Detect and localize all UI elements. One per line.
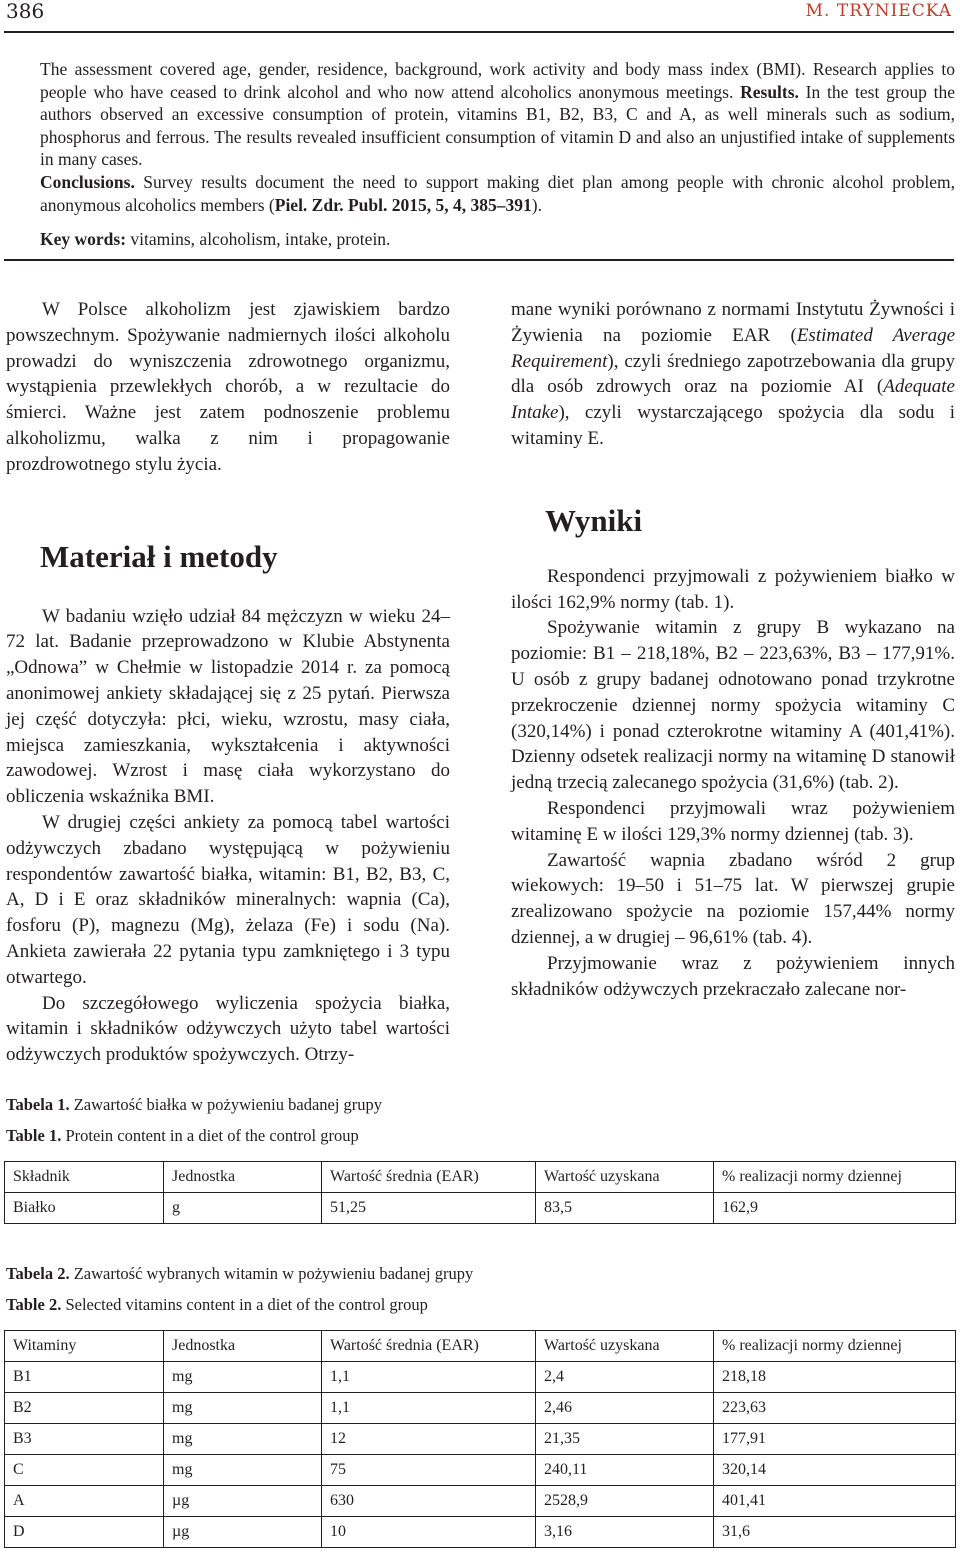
table-cell: B3 xyxy=(5,1424,164,1455)
running-author: M. TRYNIECKA xyxy=(805,1,952,21)
norms-text-a: mane wyniki porównano z normami Instytutu Żywności i Żywienia na poziomie EAR ( xyxy=(511,299,955,346)
caption-label: Tabela 2. xyxy=(6,1264,70,1283)
table-row xyxy=(5,1486,956,1517)
table-header-cell: Jednostka xyxy=(164,1162,322,1193)
table-cell: 177,91 xyxy=(714,1424,956,1455)
table-cell: mg xyxy=(164,1455,322,1486)
table-cell: D xyxy=(5,1517,164,1548)
table-header-cell: Składnik xyxy=(5,1162,164,1193)
caption-text: Zawartość białka w pożywieniu badanej grupy xyxy=(69,1095,383,1114)
table-row xyxy=(5,1193,956,1224)
right-column xyxy=(511,297,955,1002)
table1-caption-en xyxy=(6,1126,359,1146)
table-cell: mg xyxy=(164,1424,322,1455)
left-column xyxy=(6,297,450,1068)
table-header-row xyxy=(5,1162,956,1193)
table-cell: µg xyxy=(164,1486,322,1517)
keywords-label: Key words: xyxy=(40,229,127,250)
results-paragraph-1: Respondenci przyjmowali z pożywieniem białko w ilości 162,9% normy (tab. 1). xyxy=(511,565,955,613)
table-header-cell: % realizacji normy dziennej xyxy=(714,1162,956,1193)
table-cell: 1,1 xyxy=(322,1393,536,1424)
table-cell: 162,9 xyxy=(714,1193,956,1224)
abstract-paragraph xyxy=(40,58,955,216)
keywords xyxy=(40,228,955,251)
table-row xyxy=(5,1455,956,1486)
abstract-intro: The assessment covered age, gender, residence, background, work activity and body mass index (BMI). Research applies to people who have ceased to drink alcohol and who now attend alcoholics anonymous meetings. xyxy=(40,59,955,102)
table-header-cell: Witaminy xyxy=(5,1331,164,1362)
citation: Piel. Zdr. Publ. 2015, 5, 4, 385–391 xyxy=(274,194,532,215)
table-cell: A xyxy=(5,1486,164,1517)
table-cell: mg xyxy=(164,1393,322,1424)
keywords-text: vitamins, alcoholism, intake, protein. xyxy=(126,229,391,250)
methods-paragraph-1: W badaniu wzięło udział 84 mężczyzn w wieku 24–72 lat. Badanie przeprowadzono w Klubie Abstynenta „Odnowa” w Chełmie w listopadzie 2014 r. za pomocą anonimowej ankiety składającej się z 25 pytań. Pierwsza jej część dotyczyła: płci, wieku, wzrostu, masy ciała, miejsca zamieszkania, wykształcenia i aktywności zawodowej. Wzrost i masę ciała wykorzystano do obliczenia wskaźnika BMI. xyxy=(6,605,450,808)
table-cell: 1,1 xyxy=(322,1362,536,1393)
table-cell: 3,16 xyxy=(536,1517,714,1548)
table-cell: 2,4 xyxy=(536,1362,714,1393)
ear-term: Estimated Average Requirement xyxy=(511,324,956,372)
results-paragraph-3: Respondenci przyjmowali wraz pożywieniem witaminę E w ilości 129,3% normy dziennej (tab. 3). xyxy=(511,797,955,845)
table-header-cell: Wartość średnia (EAR) xyxy=(322,1162,536,1193)
table-header-cell: Wartość uzyskana xyxy=(536,1331,714,1362)
conclusions-end: ). xyxy=(531,194,542,215)
table-cell: 630 xyxy=(322,1486,536,1517)
caption-label: Table 1. xyxy=(6,1126,62,1145)
norms-text-c: ), czyli średniego zapotrzebowania dla grupy dla osób zdrowych oraz na poziomie AI ( xyxy=(511,350,955,398)
table2-caption-pl xyxy=(6,1264,473,1284)
table-header-cell: Jednostka xyxy=(164,1331,322,1362)
results-paragraph-5: Przyjmowanie wraz z pożywieniem innych składników odżywczych przekraczało zalecane nor- xyxy=(511,952,955,1000)
intro-paragraph: W Polsce alkoholizm jest zjawiskiem bardzo powszechnym. Spożywanie nadmiernych ilości alkoholu prowadzi do wyniszczenia zdrowotnego organizmu, wystąpienia przewlekłych chorób, a w rezultacie do śmierci. Ważne jest zatem podnoszenie problemu alkoholizmu, walka z nim i propagowanie prozdrowotnego stylu życia. xyxy=(6,299,450,475)
table-row xyxy=(5,1393,956,1424)
table-cell: 2528,9 xyxy=(536,1486,714,1517)
table-cell: 21,35 xyxy=(536,1424,714,1455)
section-heading-methods: Materiał i metody xyxy=(40,538,278,574)
running-header xyxy=(0,0,960,30)
table-cell: 223,63 xyxy=(714,1393,956,1424)
table-cell: C xyxy=(5,1455,164,1486)
table-cell: g xyxy=(164,1193,322,1224)
table-header-row xyxy=(5,1331,956,1362)
caption-text: Selected vitamins content in a diet of the control group xyxy=(61,1295,428,1314)
table-header-cell: % realizacji normy dziennej xyxy=(714,1331,956,1362)
methods-paragraph-2: W drugiej części ankiety za pomocą tabel wartości odżywczych zbadano występującą w pożywieniu respondentów zawartość białka, witamin: B1, B2, B3, C, A, D i E oraz składników mineralnych: wapnia (Ca), fosforu (P), magnezu (Mg), żelaza (Fe) i sodu (Na). Ankieta zawierała 22 pytania typu zamkniętego i 3 typu otwartego. xyxy=(6,811,450,988)
table-cell: Białko xyxy=(5,1193,164,1224)
caption-label: Tabela 1. xyxy=(6,1095,70,1114)
table-cell: µg xyxy=(164,1517,322,1548)
norms-paragraph xyxy=(511,297,955,452)
table-cell: 83,5 xyxy=(536,1193,714,1224)
table-row xyxy=(5,1362,956,1393)
ai-term: Adequate Intake xyxy=(511,376,955,424)
table-cell: 10 xyxy=(322,1517,536,1548)
caption-text: Zawartość wybranych witamin w pożywieniu badanej grupy xyxy=(69,1264,474,1283)
table2-caption-en xyxy=(6,1295,428,1315)
abstract-results: In the test group the authors observed an excessive consumption of protein, vitamins B1, B2, B3, C and A, as well minerals such as sodium, phosphorus and ferrous. The results revealed insufficient consumption of vitamin D and also an unjustified intake of supplements in many cases. xyxy=(40,81,956,170)
table-cell: 320,14 xyxy=(714,1455,956,1486)
abstract xyxy=(40,58,955,251)
table-row xyxy=(5,1517,956,1548)
table-header-cell: Wartość uzyskana xyxy=(536,1162,714,1193)
table1-caption-pl xyxy=(6,1095,382,1115)
table-cell: 218,18 xyxy=(714,1362,956,1393)
results-paragraph-2: Spożywanie witamin z grupy B wykazano na poziomie: B1 – 218,18%, B2 – 223,63%, B3 – 177,91%. U osób z grupy badanej odnotowano ponad trzykrotne przekroczenie dziennej normy spożycia witaminy C (320,14%) i ponad czterokrotne witaminy A (401,41%). Dzienny odsetek realizacji normy na witaminę D stanowił jedną trzecią zalecanego spożycia (31,6%) (tab. 2). xyxy=(511,617,955,794)
table-cell: 12 xyxy=(322,1424,536,1455)
table2 xyxy=(4,1330,956,1548)
table-cell: B1 xyxy=(5,1362,164,1393)
section-heading-results: Wyniki xyxy=(545,502,643,538)
table-cell: 2,46 xyxy=(536,1393,714,1424)
results-label: Results. xyxy=(740,81,799,102)
table-cell: B2 xyxy=(5,1393,164,1424)
table-cell: 240,11 xyxy=(536,1455,714,1486)
page-number: 386 xyxy=(6,0,45,23)
table-cell: 31,6 xyxy=(714,1517,956,1548)
caption-label: Table 2. xyxy=(6,1295,62,1314)
table-cell: 51,25 xyxy=(322,1193,536,1224)
caption-text: Protein content in a diet of the control group xyxy=(61,1126,359,1145)
table1 xyxy=(4,1161,956,1224)
conclusions-label: Conclusions. xyxy=(40,171,135,192)
table-header-cell: Wartość średnia (EAR) xyxy=(322,1331,536,1362)
table-cell: mg xyxy=(164,1362,322,1393)
table-cell: 75 xyxy=(322,1455,536,1486)
norms-text-e: ), czyli wystarczającego spożycia dla sodu i witaminy E. xyxy=(511,402,955,449)
table-row xyxy=(5,1424,956,1455)
table-cell: 401,41 xyxy=(714,1486,956,1517)
abstract-conclusions: Survey results document the need to support making diet plan among people with chronic alcohol problem, anonymous alcoholics members ( xyxy=(40,171,955,215)
results-paragraph-4: Zawartość wapnia zbadano wśród 2 grup wiekowych: 19–50 i 51–75 lat. W pierwszej grupie zrealizowano spożycie na poziomie 157,44% normy dziennej, a w drugiej – 96,61% (tab. 4). xyxy=(511,849,955,948)
header-rule xyxy=(4,31,954,33)
abstract-rule xyxy=(4,259,954,261)
methods-paragraph-3: Do szczegółowego wyliczenia spożycia białka, witamin i składników odżywczych użyto tabel wartości odżywczych produktów spożywczych. Otrzy- xyxy=(6,992,450,1066)
